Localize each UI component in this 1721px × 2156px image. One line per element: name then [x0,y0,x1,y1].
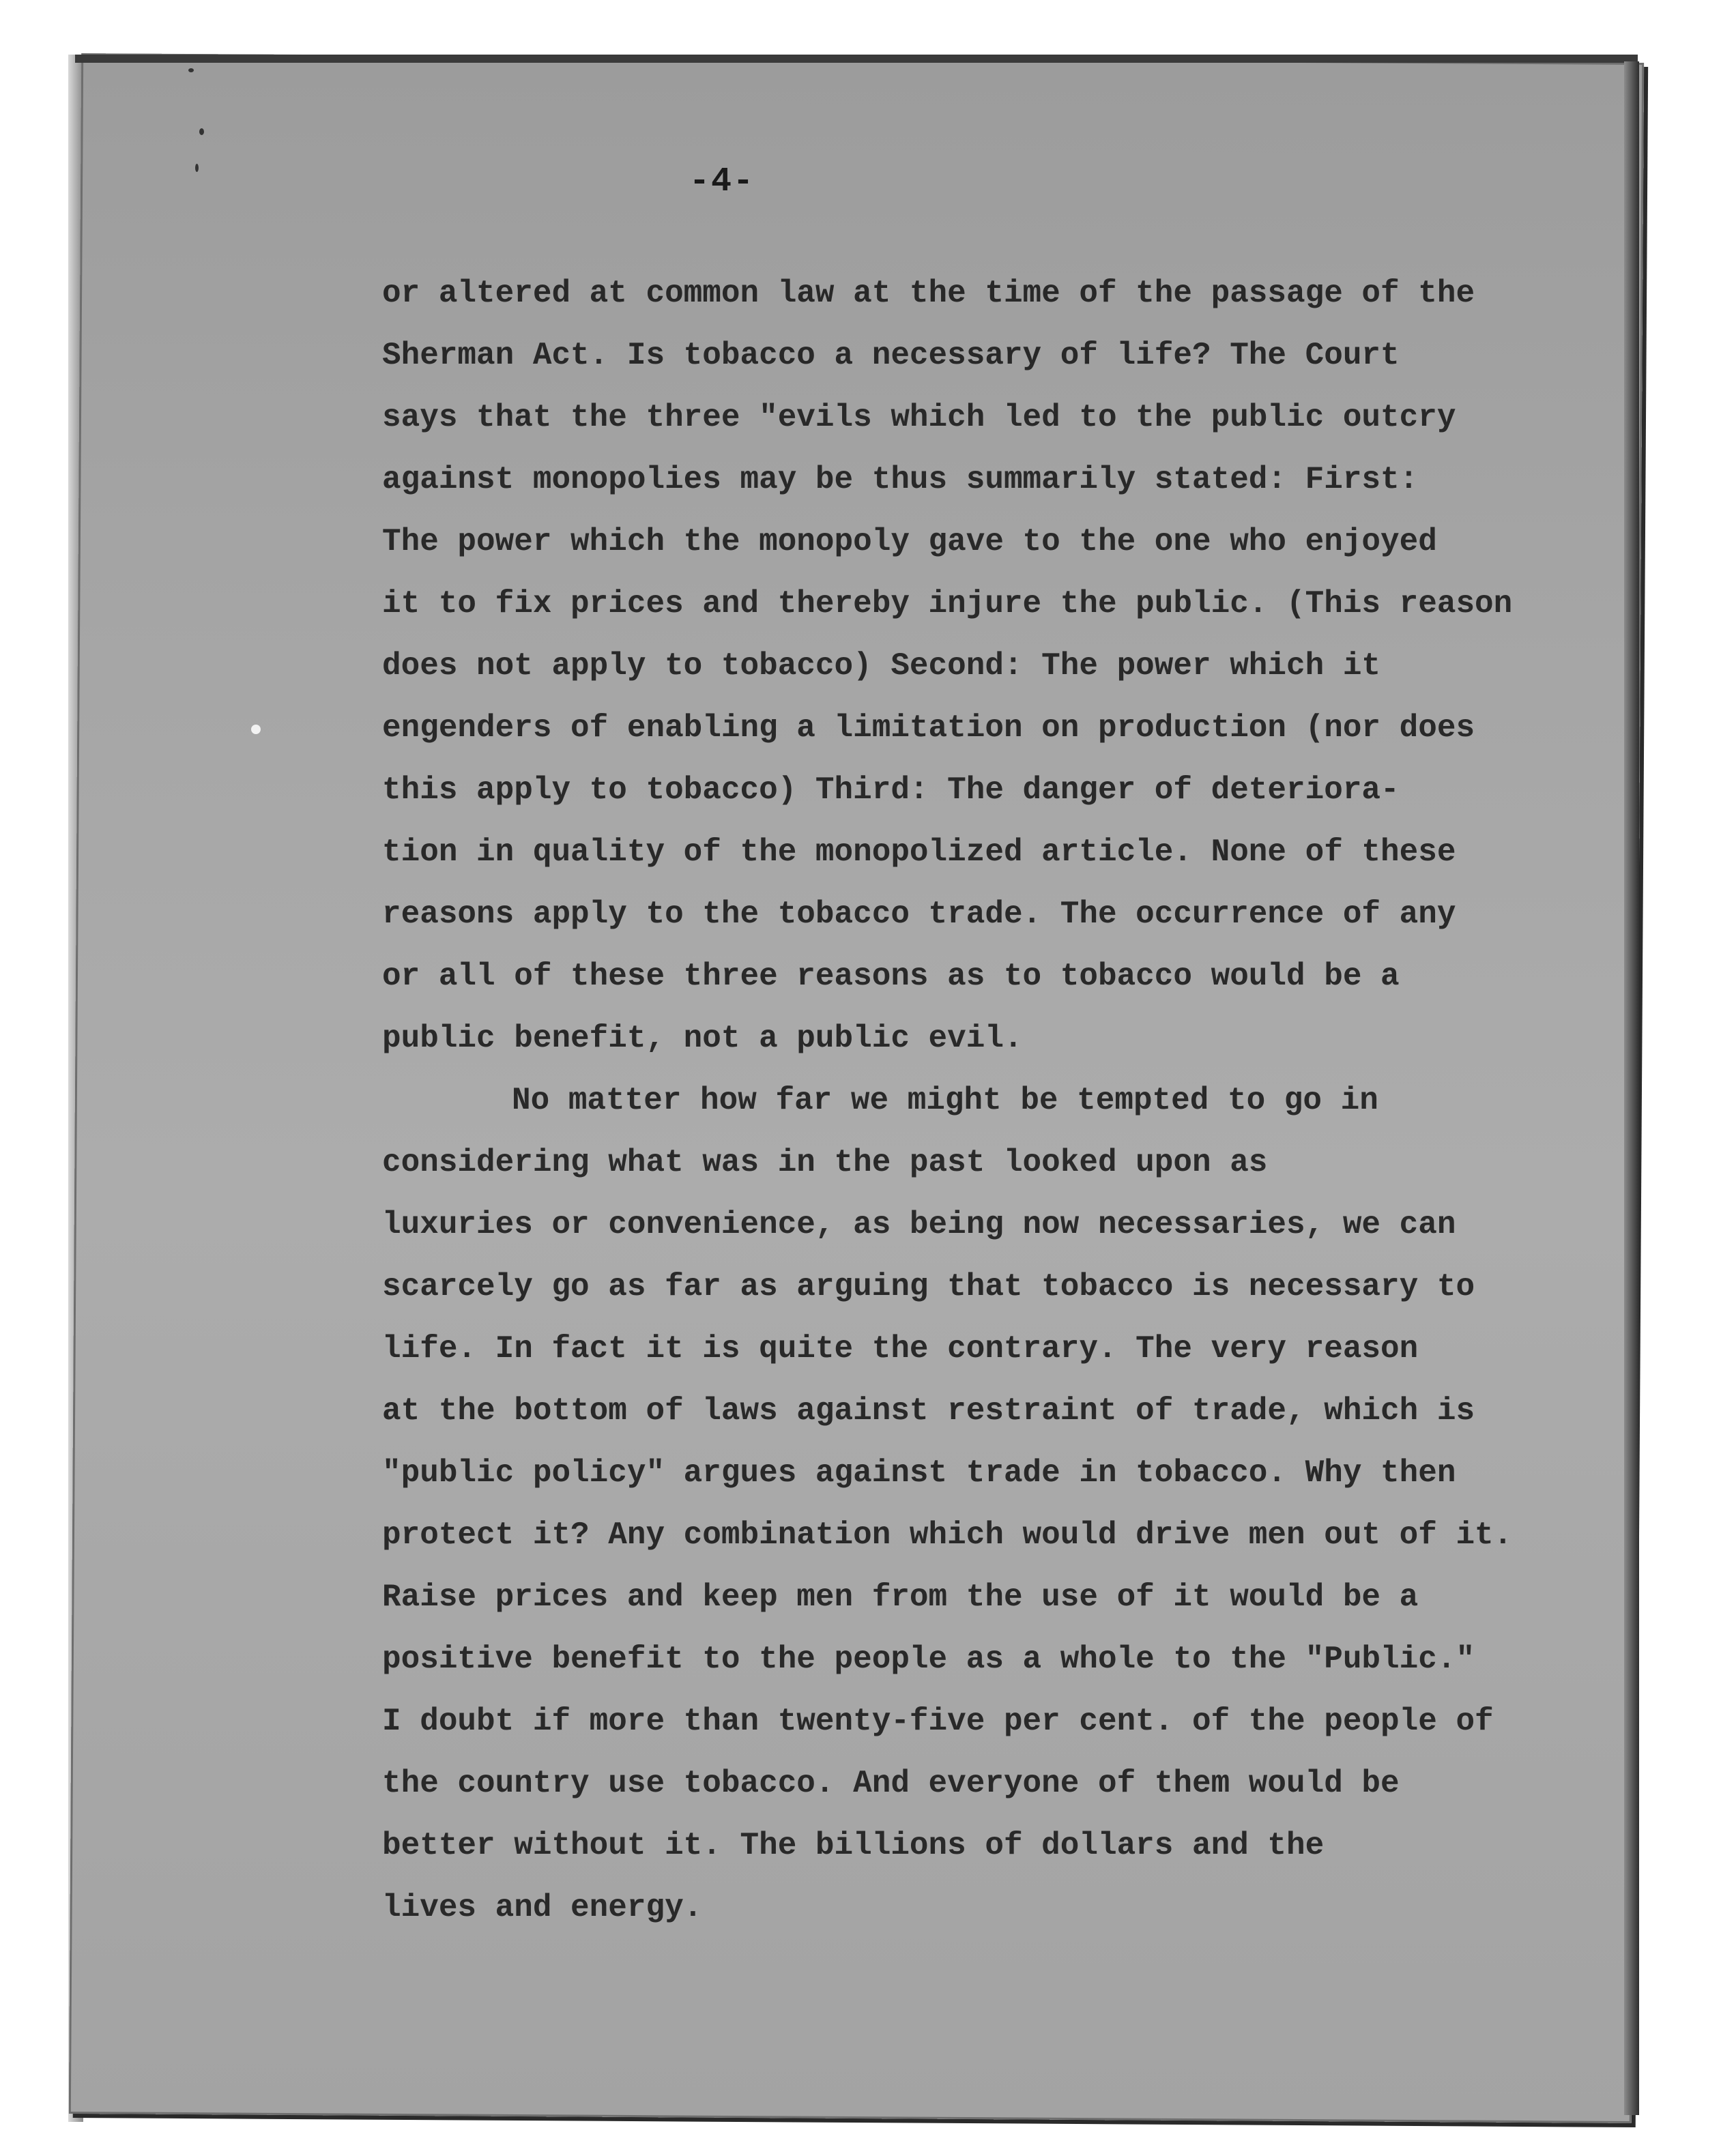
text-line: says that the three "evils which led to the public outcry [382,400,1456,435]
dust-speck [251,725,261,734]
text-line: life. In fact it is quite the contrary. The very reason [382,1331,1419,1367]
text-line: tion in quality of the monopolized article. None of these [382,834,1456,870]
text-line: against monopolies may be thus summarily stated: First: [382,462,1419,497]
letter-body [382,263,1610,1939]
paragraph-1 [382,263,1610,1070]
text-line: or altered at common law at the time of the passage of the [382,276,1475,311]
text-line: or all of these three reasons as to tobacco would be a [382,959,1400,994]
text-line: public benefit, not a public evil. [382,1021,1023,1056]
dust-speck [188,68,194,72]
text-line: does not apply to tobacco) Second: The power which it [382,648,1381,684]
text-line: engenders of enabling a limitation on production (nor does [382,710,1475,746]
text-line: it to fix prices and thereby injure the public. (This reason [382,586,1513,622]
text-line: The power which the monopoly gave to the one who enjoyed [382,524,1437,559]
text-line: luxuries or convenience, as being now necessaries, we can [382,1207,1456,1242]
text-line: positive benefit to the people as a whole to the "Public." [382,1642,1475,1677]
text-line: Raise prices and keep men from the use of it would be a [382,1579,1419,1615]
text-line: this apply to tobacco) Third: The danger of deteriora- [382,772,1400,808]
text-line: at the bottom of laws against restraint of trade, which is [382,1393,1475,1429]
text-line: "public policy" argues against trade in tobacco. Why then [382,1455,1456,1491]
paper-right-edge [1624,61,1639,2115]
text-line: I doubt if more than twenty-five per cent. of the people of [382,1704,1494,1739]
text-line: the country use tobacco. And everyone of them would be [382,1766,1400,1801]
text-line: better without it. The billions of dollars and the [382,1828,1325,1863]
page-number: -4- [689,162,755,201]
text-line: lives and energy. [382,1890,703,1925]
dust-speck [199,128,204,135]
text-line: protect it? Any combination which would drive men out of it. [382,1517,1513,1553]
paper-top-edge [75,55,1638,63]
text-line: No matter how far we might be tempted to go in [512,1083,1378,1118]
paragraph-2 [382,1070,1610,1939]
text-line: Sherman Act. Is tobacco a necessary of life? The Court [382,338,1400,373]
dust-speck [195,164,199,172]
text-line: scarcely go as far as arguing that tobacco is necessary to [382,1269,1475,1305]
text-line: reasons apply to the tobacco trade. The occurrence of any [382,897,1456,932]
text-line: considering what was in the past looked upon as [382,1145,1268,1180]
